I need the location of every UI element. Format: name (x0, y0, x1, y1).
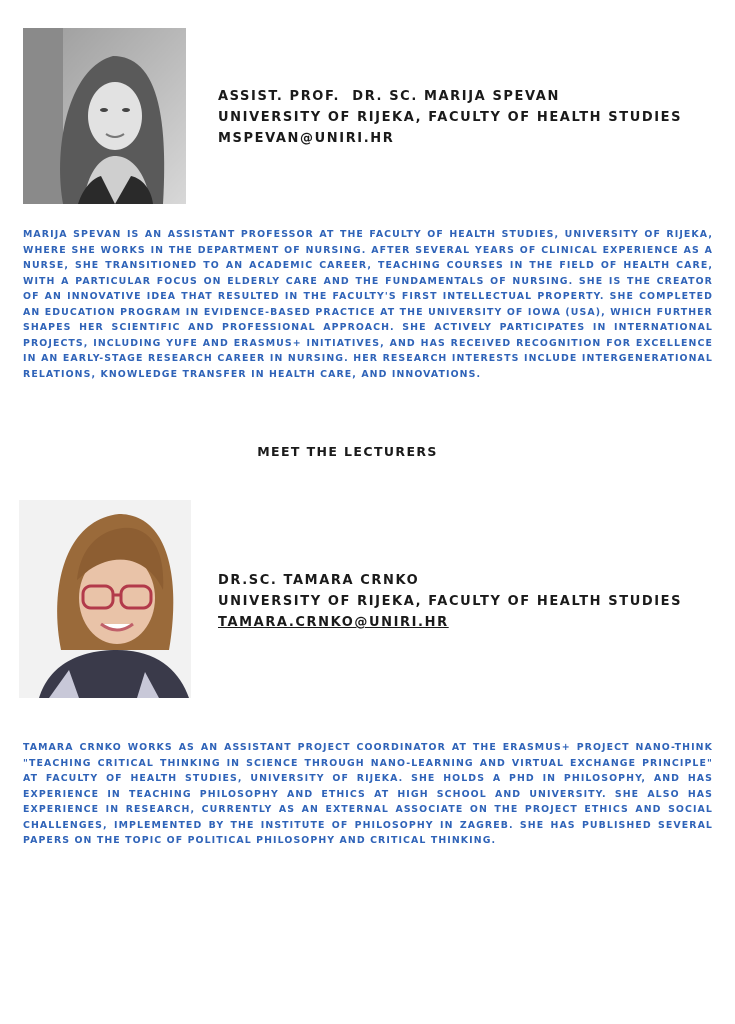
lecturer2-header (218, 570, 682, 633)
section-title: MEET THE LECTURERS (257, 444, 438, 459)
lecturer2-photo (19, 500, 191, 698)
portrait-photo-grayscale-icon (23, 28, 186, 204)
lecturer2-email-link[interactable]: TAMARA.CRNKO@UNIRI.HR (218, 615, 449, 630)
lecturer1-name: ASSIST. PROF. DR. SC. MARIJA SPEVAN (218, 89, 560, 104)
lecturer1-email[interactable]: MSPEVAN@UNIRI.HR (218, 131, 395, 146)
lecturer1-bio: MARIJA SPEVAN IS AN ASSISTANT PROFESSOR AT THE FACULTY OF HEALTH STUDIES, UNIVERSITY OF RIJEKA, WHERE SHE WORKS IN THE DEPARTMENT OF NURSING. AFTER SEVERAL YEARS OF CLINICAL EXPERIENCE AS A NURSE, SHE TRANSITIONED TO AN ACADEMIC CAREER, TEACHING COURSES IN THE FIELD OF HEALTH CARE, WITH A PARTICULAR FOCUS ON ELDERLY CARE AND THE FUNDAMENTALS OF NURSING. SHE IS THE CREATOR OF AN INNOVATIVE IDEA THAT RESULTED IN THE FACULTY'S FIRST INTELLECTUAL PROPERTY. SHE COMPLETED AN EDUCATION PROGRAM IN EVIDENCE-BASED PRACTICE AT THE UNIVERSITY OF IOWA (USA), WHICH FURTHER SHAPES HER SCIENTIFIC AND PROFESSIONAL APPROACH. SHE ACTIVELY PARTICIPATES IN INTERNATIONAL PROJECTS, INCLUDING YUFE AND ERASMUS+ INITIATIVES, AND HAS RECEIVED RECOGNITION FOR EXCELLENCE IN AN EARLY-STAGE RESEARCH CAREER IN NURSING. HER RESEARCH INTERESTS INCLUDE INTERGENERATIONAL RELATIONS, KNOWLEDGE TRANSFER IN HEALTH CARE, AND INNOVATIONS. (23, 229, 713, 380)
lecturer1-header (218, 86, 682, 149)
lecturer1-affiliation: UNIVERSITY OF RIJEKA, FACULTY OF HEALTH STUDIES (218, 110, 683, 125)
lecturer2-bio: TAMARA CRNKO WORKS AS AN ASSISTANT PROJECT COORDINATOR AT THE ERASMUS+ PROJECT NANO-THINK "TEACHING CRITICAL THINKING IN SCIENCE THROUGH NANO-LEARNING AND VIRTUAL EXCHANGE PRINCIPLE" AT FACULTY OF HEALTH STUDIES, UNIVERSITY OF RIJEKA. SHE HOLDS A PHD IN PHILOSOPHY, AND HAS EXPERIENCE IN TEACHING PHILOSOPHY AND ETHICS AT HIGH SCHOOL AND UNIVERSITY. SHE ALSO HAS EXPERIENCE IN RESEARCH, CURRENTLY AS AN EXTERNAL ASSOCIATE ON THE PROJECT ETHICS AND SOCIAL CHALLENGES, IMPLEMENTED BY THE INSTITUTE OF PHILOSOPHY IN ZAGREB. SHE HAS PUBLISHED SEVERAL PAPERS ON THE TOPIC OF POLITICAL PHILOSOPHY AND CRITICAL THINKING. (23, 742, 713, 846)
lecturer2-name: DR.SC. TAMARA CRNKO (218, 573, 420, 588)
portrait-photo-color-icon (19, 500, 191, 698)
lecturer1-photo (23, 28, 186, 204)
lecturer2-affiliation: UNIVERSITY OF RIJEKA, FACULTY OF HEALTH STUDIES (218, 594, 683, 609)
